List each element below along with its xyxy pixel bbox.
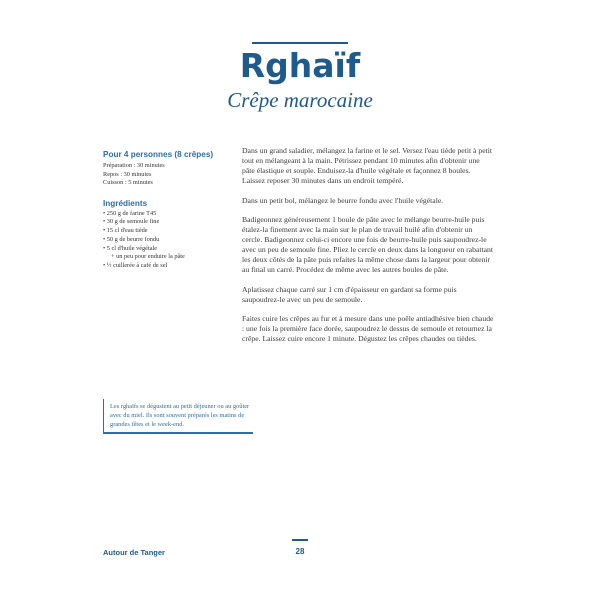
page-subtitle: Crêpe marocaine xyxy=(227,88,373,112)
ingredient-item: + un peu pour enduire la pâte xyxy=(111,253,185,261)
instruction-paragraph: Dans un petit bol, mélangez le beurre fondu avec l'huile végétale. xyxy=(242,195,444,205)
page-number: 28 xyxy=(295,547,305,556)
instruction-paragraph: Dans un grand saladier, mélangez la farine et le sel. Versez l'eau tiède petit à petit tout en mélangeant à la main. Pétrissez pendant 10 minutes afin d'obtenir une pâte élastique et souple. Enduisez-la d'huile végétale et façonnez 8 boules. Laissez reposer 30 minutes dans un endroit tempéré. xyxy=(242,146,493,185)
title-top-rule xyxy=(252,42,348,44)
ingredient-item: • 250 g de farine T45 xyxy=(103,209,157,217)
ingredient-item: • 5 cl d'huile végétale xyxy=(103,244,158,252)
footer-rule xyxy=(292,539,308,541)
ingredient-item: • 30 g de semoule fine xyxy=(103,218,160,226)
instruction-paragraph: Badigeonnez généreusement 1 boule de pâte avec le mélange beurre-huile puis étalez-la finement avec la main sur le plan de travail huilé afin d'obtenir un cercle. Badigeonnez celui-ci encore une fois de beurre-huile puis saupoudrez-le avec un peu de semoule fine. Pliez le cercle en deux dans la longueur en rabattant les deux côtés de la pâte puis refaites la même chose dans la largeur pour obtenir au final un carré. Procédez de même avec les autres boules de pâte. xyxy=(242,215,494,274)
page-title: Rghaïf xyxy=(239,46,361,85)
ingredients-heading: Ingrédients xyxy=(103,198,148,208)
recipe-instructions xyxy=(242,146,494,354)
tip-note: Les rghaïfs se dégustent au petit déjeuner ou au goûter avec du miel. Ils sont souvent préparés les matins de grandes fêtes et le week-end. xyxy=(103,399,253,434)
preparation-time: Préparation : 30 minutes xyxy=(103,162,165,169)
cooking-time: Cuisson : 5 minutes xyxy=(103,179,153,187)
rest-time: Repos : 30 minutes xyxy=(103,170,152,178)
instruction-paragraph: Faites cuire les crêpes au fur et à mesure dans une poêle antiadhésive bien chaude : une fois la première face dorée, saupoudrez le dessus de semoule et retournez la crêpe. Laissez cuire encore 1 minute. Dégustez les crêpes chaudes ou tièdes. xyxy=(242,314,494,344)
recipe-sidebar xyxy=(103,150,233,271)
ingredients-list xyxy=(103,210,233,271)
instruction-paragraph: Aplatissez chaque carré sur 1 cm d'épaisseur en gardant sa forme puis saupoudrez-le avec un peu de semoule. xyxy=(242,284,457,304)
servings-heading: Pour 4 personnes (8 crêpes) xyxy=(103,150,214,159)
ingredient-item: • 50 g de beurre fondu xyxy=(103,235,160,243)
ingredient-item: • 15 cl d'eau tiède xyxy=(103,227,148,235)
ingredient-item: • ½ cuillerée à café de sel xyxy=(103,262,168,269)
footer-book-title: Autour de Tanger xyxy=(103,548,165,557)
